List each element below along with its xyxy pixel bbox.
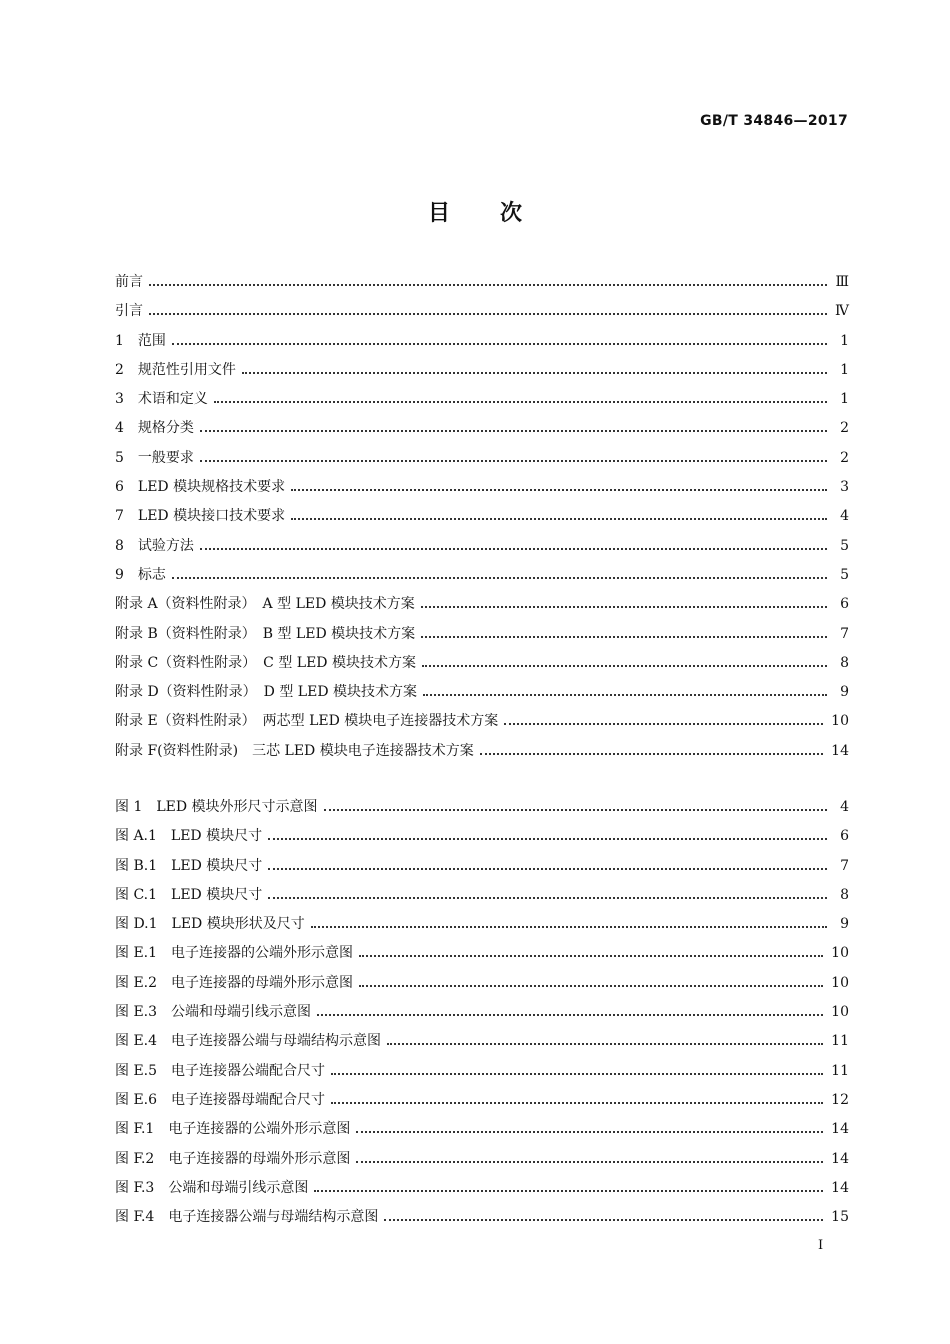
toc-entry-label: 附录 A（资料性附录） A 型 LED 模块技术方案 bbox=[115, 596, 415, 613]
figure-entry[interactable] bbox=[115, 913, 849, 942]
dot-leader bbox=[291, 517, 827, 520]
toc-sections-list bbox=[115, 271, 849, 769]
toc-entry[interactable] bbox=[115, 681, 849, 710]
toc-entry-page: 1 bbox=[840, 332, 849, 349]
figure-entry-page: 10 bbox=[831, 974, 849, 991]
toc-entry-page: Ⅲ bbox=[835, 274, 849, 290]
figure-entry-page: 11 bbox=[831, 1062, 849, 1079]
figure-entry-page: 12 bbox=[831, 1091, 849, 1108]
toc-entry-page: 14 bbox=[831, 742, 849, 759]
dot-leader bbox=[149, 312, 827, 315]
dot-leader bbox=[149, 283, 827, 286]
toc-entry[interactable] bbox=[115, 505, 849, 534]
dot-leader bbox=[421, 605, 827, 608]
figure-entry-page: 11 bbox=[831, 1033, 849, 1050]
toc-entry-label: 附录 C（资料性附录） C 型 LED 模块技术方案 bbox=[115, 654, 416, 671]
toc-entry[interactable] bbox=[115, 447, 849, 476]
figure-entry[interactable] bbox=[115, 796, 849, 825]
document-code: GB/T 34846—2017 bbox=[700, 113, 848, 129]
toc-entry-label: 1 范围 bbox=[115, 332, 166, 349]
toc-entry-label: 引言 bbox=[115, 303, 143, 320]
page-number: I bbox=[818, 1238, 824, 1253]
dot-leader bbox=[172, 342, 827, 345]
figure-entry-label: 图 E.3 公端和母端引线示意图 bbox=[115, 1004, 312, 1021]
toc-entry[interactable] bbox=[115, 388, 849, 417]
dot-leader bbox=[242, 371, 827, 374]
toc-entry[interactable] bbox=[115, 300, 849, 329]
figure-entry-label: 图 F.4 电子连接器公端与母端结构示意图 bbox=[115, 1209, 379, 1226]
dot-leader bbox=[331, 1101, 823, 1104]
dot-leader bbox=[331, 1072, 823, 1075]
figure-entry-page: 15 bbox=[831, 1209, 849, 1226]
toc-entry-label: 2 规范性引用文件 bbox=[115, 361, 236, 378]
dot-leader bbox=[214, 400, 827, 403]
toc-entry-page: 9 bbox=[840, 684, 849, 701]
dot-leader bbox=[268, 837, 827, 840]
toc-entry-label: 3 术语和定义 bbox=[115, 391, 208, 408]
dot-leader bbox=[421, 635, 827, 638]
toc-entry-page: 1 bbox=[840, 391, 849, 408]
toc-entry-label: 9 标志 bbox=[115, 566, 166, 583]
dot-leader bbox=[359, 954, 823, 957]
dot-leader bbox=[268, 896, 827, 899]
figure-entry-page: 14 bbox=[831, 1179, 849, 1196]
figure-entry[interactable] bbox=[115, 1089, 849, 1118]
figure-entry-label: 图 A.1 LED 模块尺寸 bbox=[115, 828, 263, 845]
figure-entry[interactable] bbox=[115, 942, 849, 971]
toc-entry-page: 2 bbox=[840, 420, 849, 437]
figure-entry[interactable] bbox=[115, 972, 849, 1001]
dot-leader bbox=[356, 1160, 823, 1163]
toc-entry-page: 8 bbox=[840, 654, 849, 671]
toc-entry-page: 10 bbox=[831, 713, 849, 730]
toc-entry[interactable] bbox=[115, 271, 849, 300]
dot-leader bbox=[268, 867, 827, 870]
dot-leader bbox=[480, 752, 823, 755]
figure-entry-label: 图 E.6 电子连接器母端配合尺寸 bbox=[115, 1091, 326, 1108]
dot-leader bbox=[311, 925, 827, 928]
figure-entry[interactable] bbox=[115, 1206, 849, 1235]
figure-entry-label: 图 E.2 电子连接器的母端外形示意图 bbox=[115, 974, 354, 991]
toc-entry-label: 7 LED 模块接口技术要求 bbox=[115, 508, 286, 525]
dot-leader bbox=[200, 459, 827, 462]
toc-entry-page: 7 bbox=[840, 625, 849, 642]
toc-entry[interactable] bbox=[115, 535, 849, 564]
figure-entry-page: 14 bbox=[831, 1150, 849, 1167]
toc-figures-list bbox=[115, 796, 849, 1235]
figure-entry-page: 4 bbox=[840, 799, 849, 815]
toc-entry-label: 附录 F(资料性附录) 三芯 LED 模块电子连接器技术方案 bbox=[115, 742, 474, 759]
dot-leader bbox=[172, 576, 827, 579]
dot-leader bbox=[387, 1042, 823, 1045]
figure-entry[interactable] bbox=[115, 1148, 849, 1177]
dot-leader bbox=[324, 808, 827, 811]
dot-leader bbox=[200, 547, 827, 550]
figure-entry-page: 10 bbox=[831, 945, 849, 962]
figure-entry-label: 图 F.2 电子连接器的母端外形示意图 bbox=[115, 1150, 351, 1167]
figure-entry-label: 图 E.5 电子连接器公端配合尺寸 bbox=[115, 1062, 326, 1079]
toc-entry[interactable] bbox=[115, 564, 849, 593]
figure-entry-label: 图 E.1 电子连接器的公端外形示意图 bbox=[115, 945, 354, 962]
dot-leader bbox=[423, 693, 827, 696]
figure-entry-label: 图 1 LED 模块外形尺寸示意图 bbox=[115, 799, 318, 815]
figure-entry-label: 图 E.4 电子连接器公端与母端结构示意图 bbox=[115, 1033, 382, 1050]
figure-entry[interactable] bbox=[115, 1177, 849, 1206]
figure-entry-label: 图 F.1 电子连接器的公端外形示意图 bbox=[115, 1121, 351, 1138]
toc-entry-label: 前言 bbox=[115, 274, 143, 290]
toc-entry[interactable] bbox=[115, 593, 849, 622]
toc-entry-label: 附录 E（资料性附录） 两芯型 LED 模块电子连接器技术方案 bbox=[115, 713, 499, 730]
figure-entry-page: 6 bbox=[840, 828, 849, 845]
toc-entry[interactable] bbox=[115, 740, 849, 769]
dot-leader bbox=[384, 1218, 823, 1221]
dot-leader bbox=[359, 984, 823, 987]
dot-leader bbox=[422, 664, 827, 667]
figure-entry[interactable] bbox=[115, 825, 849, 854]
toc-entry[interactable] bbox=[115, 623, 849, 652]
toc-entry-page: 1 bbox=[840, 361, 849, 378]
toc-entry[interactable] bbox=[115, 476, 849, 505]
dot-leader bbox=[200, 429, 827, 432]
dot-leader bbox=[314, 1189, 823, 1192]
figure-entry-page: 14 bbox=[831, 1121, 849, 1138]
toc-entry-label: 6 LED 模块规格技术要求 bbox=[115, 479, 286, 496]
figure-entry-label: 图 C.1 LED 模块尺寸 bbox=[115, 886, 263, 903]
toc-entry-page: 6 bbox=[840, 596, 849, 613]
toc-entry-page: Ⅳ bbox=[835, 303, 849, 320]
toc-entry[interactable] bbox=[115, 359, 849, 388]
toc-entry[interactable] bbox=[115, 652, 849, 681]
toc-entry-page: 4 bbox=[840, 508, 849, 525]
dot-leader bbox=[291, 488, 827, 491]
figure-entry-page: 10 bbox=[831, 1004, 849, 1021]
figure-entry-label: 图 B.1 LED 模块尺寸 bbox=[115, 857, 263, 874]
figure-entry[interactable] bbox=[115, 855, 849, 884]
toc-entry-label: 4 规格分类 bbox=[115, 420, 194, 437]
figure-entry-label: 图 F.3 公端和母端引线示意图 bbox=[115, 1179, 309, 1196]
figure-entry[interactable] bbox=[115, 1001, 849, 1030]
figure-entry-page: 9 bbox=[840, 916, 849, 933]
toc-entry-label: 附录 D（资料性附录） D 型 LED 模块技术方案 bbox=[115, 684, 417, 701]
figure-entry-page: 7 bbox=[840, 857, 849, 874]
figure-entry[interactable] bbox=[115, 1060, 849, 1089]
figure-entry-label: 图 D.1 LED 模块形状及尺寸 bbox=[115, 916, 305, 933]
toc-entry-label: 8 试验方法 bbox=[115, 537, 194, 554]
dot-leader bbox=[317, 1013, 823, 1016]
toc-entry[interactable] bbox=[115, 710, 849, 739]
toc-entry-page: 2 bbox=[840, 449, 849, 466]
figure-entry-page: 8 bbox=[840, 886, 849, 903]
toc-entry[interactable] bbox=[115, 330, 849, 359]
dot-leader bbox=[504, 722, 823, 725]
toc-entry[interactable] bbox=[115, 417, 849, 446]
figure-entry[interactable] bbox=[115, 1030, 849, 1059]
toc-entry-label: 附录 B（资料性附录） B 型 LED 模块技术方案 bbox=[115, 625, 416, 642]
figure-entry[interactable] bbox=[115, 884, 849, 913]
toc-entry-page: 5 bbox=[840, 537, 849, 554]
toc-entry-page: 5 bbox=[840, 566, 849, 583]
dot-leader bbox=[356, 1130, 823, 1133]
page-title: 目次 bbox=[427, 201, 572, 226]
figure-entry[interactable] bbox=[115, 1118, 849, 1147]
toc-entry-label: 5 一般要求 bbox=[115, 449, 194, 466]
toc-entry-page: 3 bbox=[840, 479, 849, 496]
